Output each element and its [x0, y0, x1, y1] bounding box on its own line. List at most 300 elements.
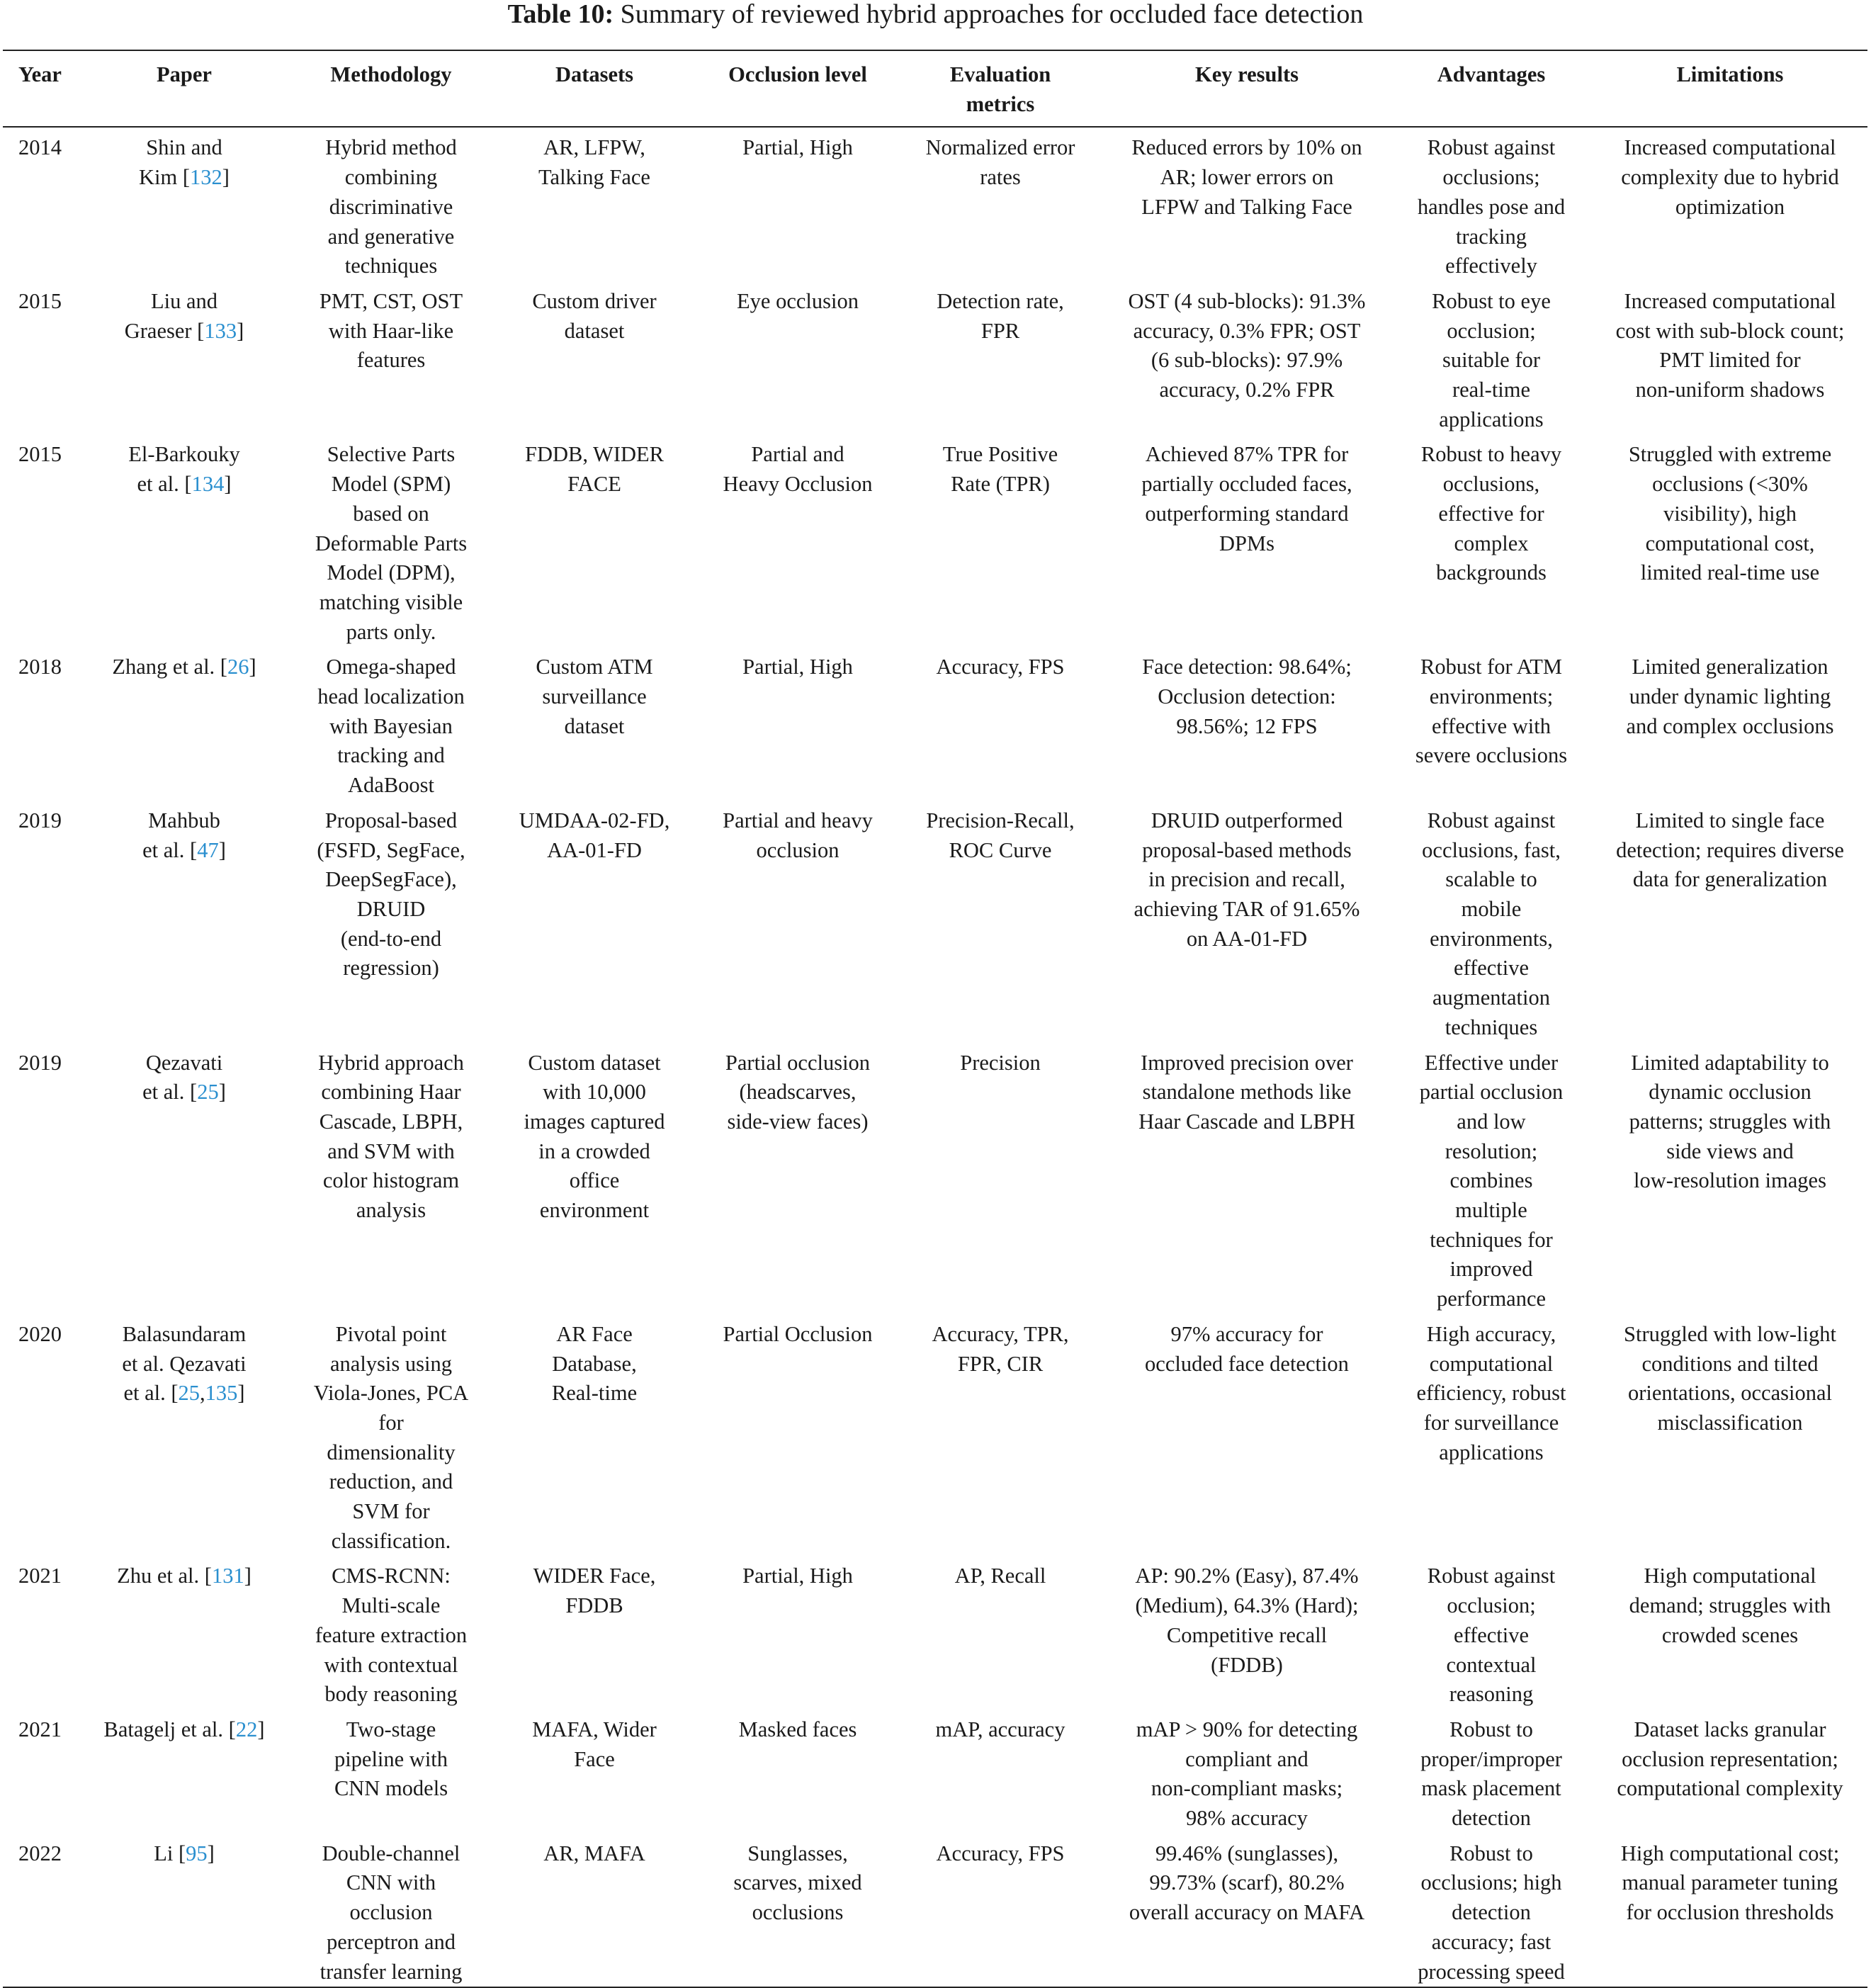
paper-line [82, 1379, 286, 1408]
advantages-line: scalable to [1445, 867, 1537, 892]
paper-text: El-Barkouky [128, 442, 240, 467]
citation-link[interactable]: 135 [205, 1381, 238, 1406]
methodology-line: Hybrid approach [318, 1050, 464, 1075]
methodology-line: feature extraction [315, 1622, 468, 1647]
occlusion-level-cell [699, 434, 897, 647]
year-cell: 2014 [18, 135, 62, 160]
evaluation-metrics-cell [897, 1710, 1104, 1834]
datasets-cell [490, 801, 699, 1043]
table-row [3, 1043, 1867, 1314]
table-row [3, 647, 1867, 801]
occlusion-level-line: occlusion [756, 837, 840, 862]
key-results-line: AP: 90.2% (Easy), 87.4% [1135, 1564, 1359, 1588]
limitations-line: High computational cost; [1620, 1841, 1840, 1865]
paper-cell [77, 1556, 292, 1710]
key-results-cell [1104, 1834, 1390, 1988]
advantages-cell [1390, 1710, 1593, 1834]
key-results-line: in precision and recall, [1148, 867, 1345, 892]
limitations-line: High computational [1644, 1564, 1816, 1588]
occlusion-level-line: Sunglasses, [747, 1841, 848, 1865]
datasets-cell [490, 281, 699, 435]
advantages-line: applications [1439, 407, 1544, 431]
paper-text: ] [224, 472, 232, 497]
datasets-line: FDDB, WIDER [524, 442, 664, 467]
year-cell: 2015 [18, 442, 62, 467]
limitations-line: detection; requires diverse [1616, 837, 1844, 862]
advantages-line: suitable for [1442, 348, 1541, 373]
datasets-line: dataset [564, 713, 625, 738]
occlusion-level-cell [699, 647, 897, 801]
limitations-line: visibility), high [1663, 501, 1797, 526]
datasets-line: Face [574, 1746, 615, 1771]
datasets-line: Database, [552, 1351, 637, 1376]
citation-link[interactable]: 134 [191, 472, 225, 497]
advantages-line: real-time [1452, 378, 1531, 402]
header-row [3, 50, 1867, 127]
methodology-cell [292, 801, 490, 1043]
occlusion-level-line: Partial Occlusion [723, 1321, 873, 1346]
datasets-line: Custom driver [532, 288, 657, 313]
citation-link[interactable]: 25 [178, 1381, 200, 1406]
limitations-line: non-uniform shadows [1635, 378, 1825, 402]
paper-text: Zhu et al. [ [117, 1564, 212, 1588]
year-cell: 2021 [18, 1717, 62, 1741]
datasets-cell [490, 434, 699, 647]
advantages-line: accuracy; fast [1431, 1929, 1551, 1954]
datasets-line: UMDAA-02-FD, [519, 808, 670, 832]
limitations-cell [1593, 1556, 1867, 1710]
citation-link[interactable]: 132 [190, 165, 222, 190]
key-results-line: occluded face detection [1145, 1351, 1349, 1376]
key-results-line: Face detection: 98.64%; [1142, 655, 1352, 679]
occlusion-level-line: side-view faces) [727, 1109, 869, 1134]
key-results-line: overall accuracy on MAFA [1129, 1900, 1365, 1925]
limitations-line: misclassification [1657, 1410, 1803, 1435]
methodology-line: with contextual [324, 1652, 458, 1677]
methodology-line: Double-channel [322, 1841, 460, 1865]
key-results-line: mAP > 90% for detecting [1136, 1717, 1358, 1741]
key-results-cell [1104, 1556, 1390, 1710]
limitations-line: side views and [1666, 1139, 1794, 1163]
table-row [3, 1710, 1867, 1834]
methodology-line: discriminative [329, 194, 453, 219]
advantages-line: Robust to [1449, 1841, 1533, 1865]
advantages-line: processing speed [1418, 1959, 1565, 1984]
key-results-line: DPMs [1219, 531, 1274, 555]
paper-line [82, 163, 286, 193]
header-limitations: Limitations [1676, 62, 1784, 86]
key-results-cell [1104, 281, 1390, 435]
datasets-line: dataset [564, 318, 625, 343]
methodology-line: Model (SPM) [331, 472, 451, 497]
methodology-line: Multi-scale [341, 1593, 441, 1618]
limitations-line: computational cost, [1645, 531, 1815, 555]
evaluation-metrics-line: ROC Curve [949, 837, 1052, 862]
methodology-line: (end-to-end [340, 926, 442, 951]
paper-line [82, 1350, 286, 1379]
paper-text: Kim [ [139, 165, 191, 190]
advantages-line: techniques [1445, 1015, 1538, 1039]
occlusion-level-line: Eye occlusion [737, 288, 859, 313]
advantages-line: Effective under [1424, 1050, 1559, 1075]
datasets-line: FDDB [565, 1593, 623, 1618]
advantages-line: multiple [1455, 1198, 1527, 1223]
occlusion-level-line: Partial occlusion [725, 1050, 871, 1075]
methodology-line: CMS-RCNN: [332, 1564, 451, 1588]
key-results-line: 98% accuracy [1186, 1806, 1308, 1831]
key-results-line: Haar Cascade and LBPH [1138, 1109, 1355, 1134]
limitations-cell [1593, 281, 1867, 435]
paper-line [82, 440, 286, 470]
evaluation-metrics-cell [897, 801, 1104, 1043]
key-results-line: (FDDB) [1211, 1652, 1283, 1677]
key-results-line: (Medium), 64.3% (Hard); [1135, 1593, 1359, 1618]
methodology-line: Cascade, LBPH, [319, 1109, 463, 1134]
occlusion-level-line: Partial, High [742, 135, 853, 160]
limitations-line: and complex occlusions [1626, 713, 1834, 738]
header-advantages: Advantages [1437, 62, 1546, 86]
year-cell: 2022 [18, 1841, 62, 1865]
advantages-line: resolution; [1445, 1139, 1538, 1163]
advantages-line: Robust to [1449, 1717, 1533, 1741]
advantages-line: mobile [1461, 896, 1522, 921]
methodology-line: perceptron and [326, 1929, 456, 1954]
methodology-line: head localization [317, 684, 465, 709]
paper-text: et al. [ [142, 1080, 198, 1105]
key-results-line: outperforming standard [1145, 501, 1349, 526]
paper-line [82, 1715, 286, 1745]
methodology-line: Proposal-based [324, 808, 458, 832]
methodology-line: (FSFD, SegFace, [317, 837, 465, 862]
table-row [3, 1556, 1867, 1710]
year-cell: 2021 [18, 1564, 62, 1588]
methodology-line: for [378, 1410, 404, 1435]
advantages-line: severe occlusions [1415, 743, 1568, 768]
evaluation-metrics-line: Precision [960, 1050, 1041, 1075]
table-row [3, 127, 1867, 281]
advantages-line: proper/improper [1420, 1746, 1562, 1771]
paper-cell [77, 127, 292, 281]
key-results-cell [1104, 1043, 1390, 1314]
citation-link[interactable]: 95 [186, 1841, 208, 1865]
paper-text: Zhang et al. [ [112, 655, 227, 679]
paper-text: ] [257, 1717, 265, 1741]
paper-text: ] [222, 165, 230, 190]
paper-line [82, 1078, 286, 1107]
paper-text: Li [ [154, 1841, 186, 1865]
occlusion-level-cell [699, 281, 897, 435]
advantages-cell [1390, 1834, 1593, 1988]
evaluation-metrics-line: mAP, accuracy [935, 1717, 1065, 1741]
evaluation-metrics-line: Accuracy, TPR, [932, 1321, 1069, 1346]
citation-link[interactable]: 22 [235, 1717, 258, 1741]
occlusion-level-cell [699, 1710, 897, 1834]
methodology-cell [292, 1556, 490, 1710]
evaluation-metrics-cell [897, 1314, 1104, 1557]
advantages-line: environments; [1429, 684, 1554, 709]
paper-cell [77, 1834, 292, 1988]
methodology-cell [292, 434, 490, 647]
methodology-line: Pivotal point [335, 1321, 447, 1346]
header-key-results: Key results [1195, 62, 1299, 86]
evaluation-metrics-line: Accuracy, FPS [936, 1841, 1065, 1865]
paper-cell [77, 281, 292, 435]
datasets-line: office [569, 1168, 620, 1193]
datasets-cell [490, 1710, 699, 1834]
advantages-line: partial occlusion [1419, 1080, 1564, 1105]
occlusion-level-line: (headscarves, [739, 1080, 857, 1105]
paper-text: Balasundaram [122, 1321, 247, 1346]
key-results-line: OST (4 sub-blocks): 91.3% [1128, 288, 1366, 313]
year-cell: 2019 [18, 808, 62, 832]
key-results-line: AR; lower errors on [1160, 165, 1334, 190]
advantages-line: effective [1453, 1622, 1530, 1647]
methodology-line: tracking and [337, 743, 445, 768]
paper-text: Shin and [146, 135, 222, 160]
datasets-line: Real-time [551, 1381, 638, 1406]
methodology-line: techniques [344, 254, 438, 278]
limitations-line: Increased computational [1624, 135, 1836, 160]
occlusion-level-line: occlusions [752, 1900, 844, 1925]
header-occlusion-level: Occlusion level [728, 62, 867, 86]
key-results-line: on AA-01-FD [1186, 926, 1308, 951]
advantages-line: combines [1449, 1168, 1533, 1193]
methodology-line: Two-stage [346, 1717, 436, 1741]
limitations-line: Dataset lacks granular [1634, 1717, 1826, 1741]
advantages-line: effective for [1438, 501, 1544, 526]
limitations-line: Limited to single face [1635, 808, 1825, 832]
limitations-cell [1593, 127, 1867, 281]
advantages-line: occlusions, [1442, 472, 1540, 497]
limitations-line: conditions and tilted [1641, 1351, 1819, 1376]
advantages-line: occlusion; [1447, 1593, 1536, 1618]
methodology-line: parts only. [346, 619, 436, 644]
evaluation-metrics-cell [897, 647, 1104, 801]
limitations-line: demand; struggles with [1629, 1593, 1831, 1618]
paper-text: et al. [ [137, 472, 192, 497]
methodology-line: Selective Parts [327, 442, 456, 467]
header-evaluation-metrics [897, 50, 1104, 127]
advantages-cell [1390, 1556, 1593, 1710]
paper-text: Graeser [ [124, 318, 205, 343]
occlusion-level-cell [699, 801, 897, 1043]
evaluation-metrics-line: Accuracy, FPS [936, 655, 1065, 679]
key-results-line: accuracy, 0.2% FPR [1159, 378, 1335, 402]
limitations-line: computational complexity [1617, 1776, 1843, 1801]
advantages-cell [1390, 1314, 1593, 1557]
paper-text: ] [218, 1080, 226, 1105]
methodology-line: Omega-shaped [326, 655, 456, 679]
methodology-line: and generative [327, 224, 455, 249]
limitations-line: Limited adaptability to [1631, 1050, 1829, 1075]
limitations-cell [1593, 1834, 1867, 1988]
paper-line [82, 1320, 286, 1350]
citation-link[interactable]: 131 [211, 1564, 244, 1588]
methodology-line: analysis [356, 1198, 426, 1223]
paper-text: ] [218, 837, 226, 862]
paper-text: et al. [ [142, 837, 198, 862]
advantages-line: tracking [1456, 224, 1527, 249]
advantages-line: backgrounds [1436, 560, 1547, 585]
citation-link[interactable]: 25 [197, 1080, 219, 1105]
limitations-line: data for generalization [1632, 867, 1828, 892]
paper-line [82, 287, 286, 317]
limitations-line: limited real-time use [1640, 560, 1820, 585]
advantages-line: augmentation [1432, 985, 1550, 1010]
limitations-line: cost with sub-block count; [1615, 318, 1845, 343]
advantages-line: efficiency, robust [1416, 1381, 1566, 1406]
limitations-line: Struggled with extreme [1628, 442, 1832, 467]
key-results-line: 99.73% (scarf), 80.2% [1149, 1870, 1345, 1895]
paper-text: ] [249, 655, 256, 679]
occlusion-level-line: scarves, mixed [733, 1870, 862, 1895]
advantages-line: detection [1452, 1900, 1531, 1925]
advantages-line: effective [1453, 956, 1530, 981]
advantages-line: Robust to heavy [1420, 442, 1562, 467]
limitations-cell [1593, 647, 1867, 801]
key-results-line: proposal-based methods [1142, 837, 1352, 862]
paper-text: Batagelj et al. [ [103, 1717, 236, 1741]
methodology-line: color histogram [322, 1168, 460, 1193]
evaluation-metrics-line: AP, Recall [954, 1564, 1046, 1588]
limitations-line: orientations, occasional [1628, 1381, 1832, 1406]
methodology-line: body reasoning [324, 1682, 458, 1707]
datasets-line: surveillance [542, 684, 647, 709]
methodology-line: SVM for [352, 1499, 430, 1524]
evaluation-metrics-cell [897, 127, 1104, 281]
advantages-line: detection [1452, 1806, 1531, 1831]
citation-link[interactable]: 47 [197, 837, 219, 862]
paper-text: ] [237, 318, 244, 343]
year-cell: 2020 [18, 1321, 62, 1346]
paper-text: et al. [ [123, 1381, 179, 1406]
citation-link[interactable]: 26 [227, 655, 249, 679]
table-caption [0, 0, 1871, 28]
datasets-line: FACE [567, 472, 621, 497]
paper-text: ] [244, 1564, 251, 1588]
header-metrics-line: metrics [966, 91, 1035, 116]
paper-line [82, 317, 286, 346]
datasets-line: AA-01-FD [547, 837, 642, 862]
evaluation-metrics-line: Detection rate, [937, 288, 1064, 313]
advantages-cell [1390, 647, 1593, 801]
advantages-cell [1390, 281, 1593, 435]
advantages-cell [1390, 434, 1593, 647]
methodology-line: classification. [331, 1528, 451, 1553]
datasets-line: with 10,000 [543, 1080, 646, 1105]
paper-text: et al. Qezavati [122, 1351, 247, 1376]
methodology-line: DRUID [356, 896, 426, 921]
key-results-line: Occlusion detection: [1158, 684, 1336, 709]
advantages-line: complex [1454, 531, 1529, 555]
paper-cell [77, 647, 292, 801]
limitations-line: patterns; struggles with [1629, 1109, 1831, 1134]
limitations-cell [1593, 434, 1867, 647]
datasets-cell [490, 127, 699, 281]
methodology-line: occlusion [349, 1900, 433, 1925]
key-results-line: partially occluded faces, [1141, 472, 1352, 497]
paper-text: Liu and [150, 288, 218, 313]
advantages-cell [1390, 1043, 1593, 1314]
evaluation-metrics-cell [897, 1834, 1104, 1988]
table-row [3, 1314, 1867, 1557]
key-results-cell [1104, 647, 1390, 801]
table-title: Summary of reviewed hybrid approaches for occluded face detection [614, 0, 1364, 29]
evaluation-metrics-line: Rate (TPR) [951, 472, 1050, 497]
key-results-line: DRUID outperformed [1151, 808, 1343, 832]
evaluation-metrics-cell [897, 1556, 1104, 1710]
table-row [3, 281, 1867, 435]
key-results-cell [1104, 127, 1390, 281]
advantages-line: contextual [1446, 1652, 1537, 1677]
datasets-line: AR, LFPW, [543, 135, 645, 160]
paper-line [82, 653, 286, 682]
methodology-line: Deformable Parts [315, 531, 468, 555]
occlusion-level-line: Partial, High [742, 1564, 853, 1588]
advantages-line: effective with [1432, 713, 1551, 738]
key-results-cell [1104, 801, 1390, 1043]
advantages-line: Robust against [1427, 808, 1556, 832]
paper-line [82, 806, 286, 836]
key-results-line: accuracy, 0.3% FPR; OST [1133, 318, 1361, 343]
paper-cell [77, 434, 292, 647]
methodology-line: with Bayesian [329, 713, 453, 738]
advantages-line: and low [1457, 1109, 1526, 1134]
methodology-cell [292, 1043, 490, 1314]
occlusion-level-line: Partial, High [742, 655, 853, 679]
citation-link[interactable]: 133 [204, 318, 237, 343]
methodology-line: features [356, 348, 426, 373]
advantages-line: applications [1439, 1440, 1544, 1464]
datasets-cell [490, 1043, 699, 1314]
key-results-line: compliant and [1185, 1746, 1308, 1771]
advantages-line: Robust to eye [1432, 288, 1551, 313]
limitations-line: dynamic occlusion [1649, 1080, 1811, 1105]
key-results-line: 97% accuracy for [1170, 1321, 1323, 1346]
table-row [3, 434, 1867, 647]
key-results-line: non-compliant masks; [1151, 1776, 1343, 1801]
paper-text: Qezavati [145, 1050, 223, 1075]
evaluation-metrics-cell [897, 281, 1104, 435]
methodology-line: analysis using [330, 1351, 452, 1376]
advantages-line: reasoning [1449, 1682, 1534, 1707]
methodology-cell [292, 281, 490, 435]
occlusion-level-cell [699, 1043, 897, 1314]
methodology-line: PMT, CST, OST [319, 288, 463, 313]
datasets-line: Custom ATM [536, 655, 653, 679]
summary-table [3, 50, 1867, 1988]
limitations-line: Struggled with low-light [1624, 1321, 1836, 1346]
advantages-line: occlusions; [1442, 165, 1540, 190]
datasets-line: WIDER Face, [533, 1564, 656, 1588]
methodology-line: CNN with [346, 1870, 436, 1895]
methodology-line: Model (DPM), [327, 560, 456, 585]
limitations-line: crowded scenes [1661, 1622, 1799, 1647]
advantages-line: performance [1436, 1287, 1547, 1311]
methodology-line: Viola-Jones, PCA [313, 1381, 469, 1406]
advantages-line: occlusion; [1447, 318, 1536, 343]
advantages-line: occlusions; high [1420, 1870, 1562, 1895]
methodology-cell [292, 1834, 490, 1988]
advantages-line: mask placement [1421, 1776, 1561, 1801]
header-methodology: Methodology [330, 62, 452, 86]
paper-line [82, 133, 286, 163]
methodology-line: reduction, and [329, 1469, 453, 1494]
paper-text: ] [207, 1841, 215, 1865]
advantages-line: computational [1429, 1351, 1554, 1376]
limitations-line: manual parameter tuning [1622, 1870, 1838, 1895]
limitations-cell [1593, 801, 1867, 1043]
